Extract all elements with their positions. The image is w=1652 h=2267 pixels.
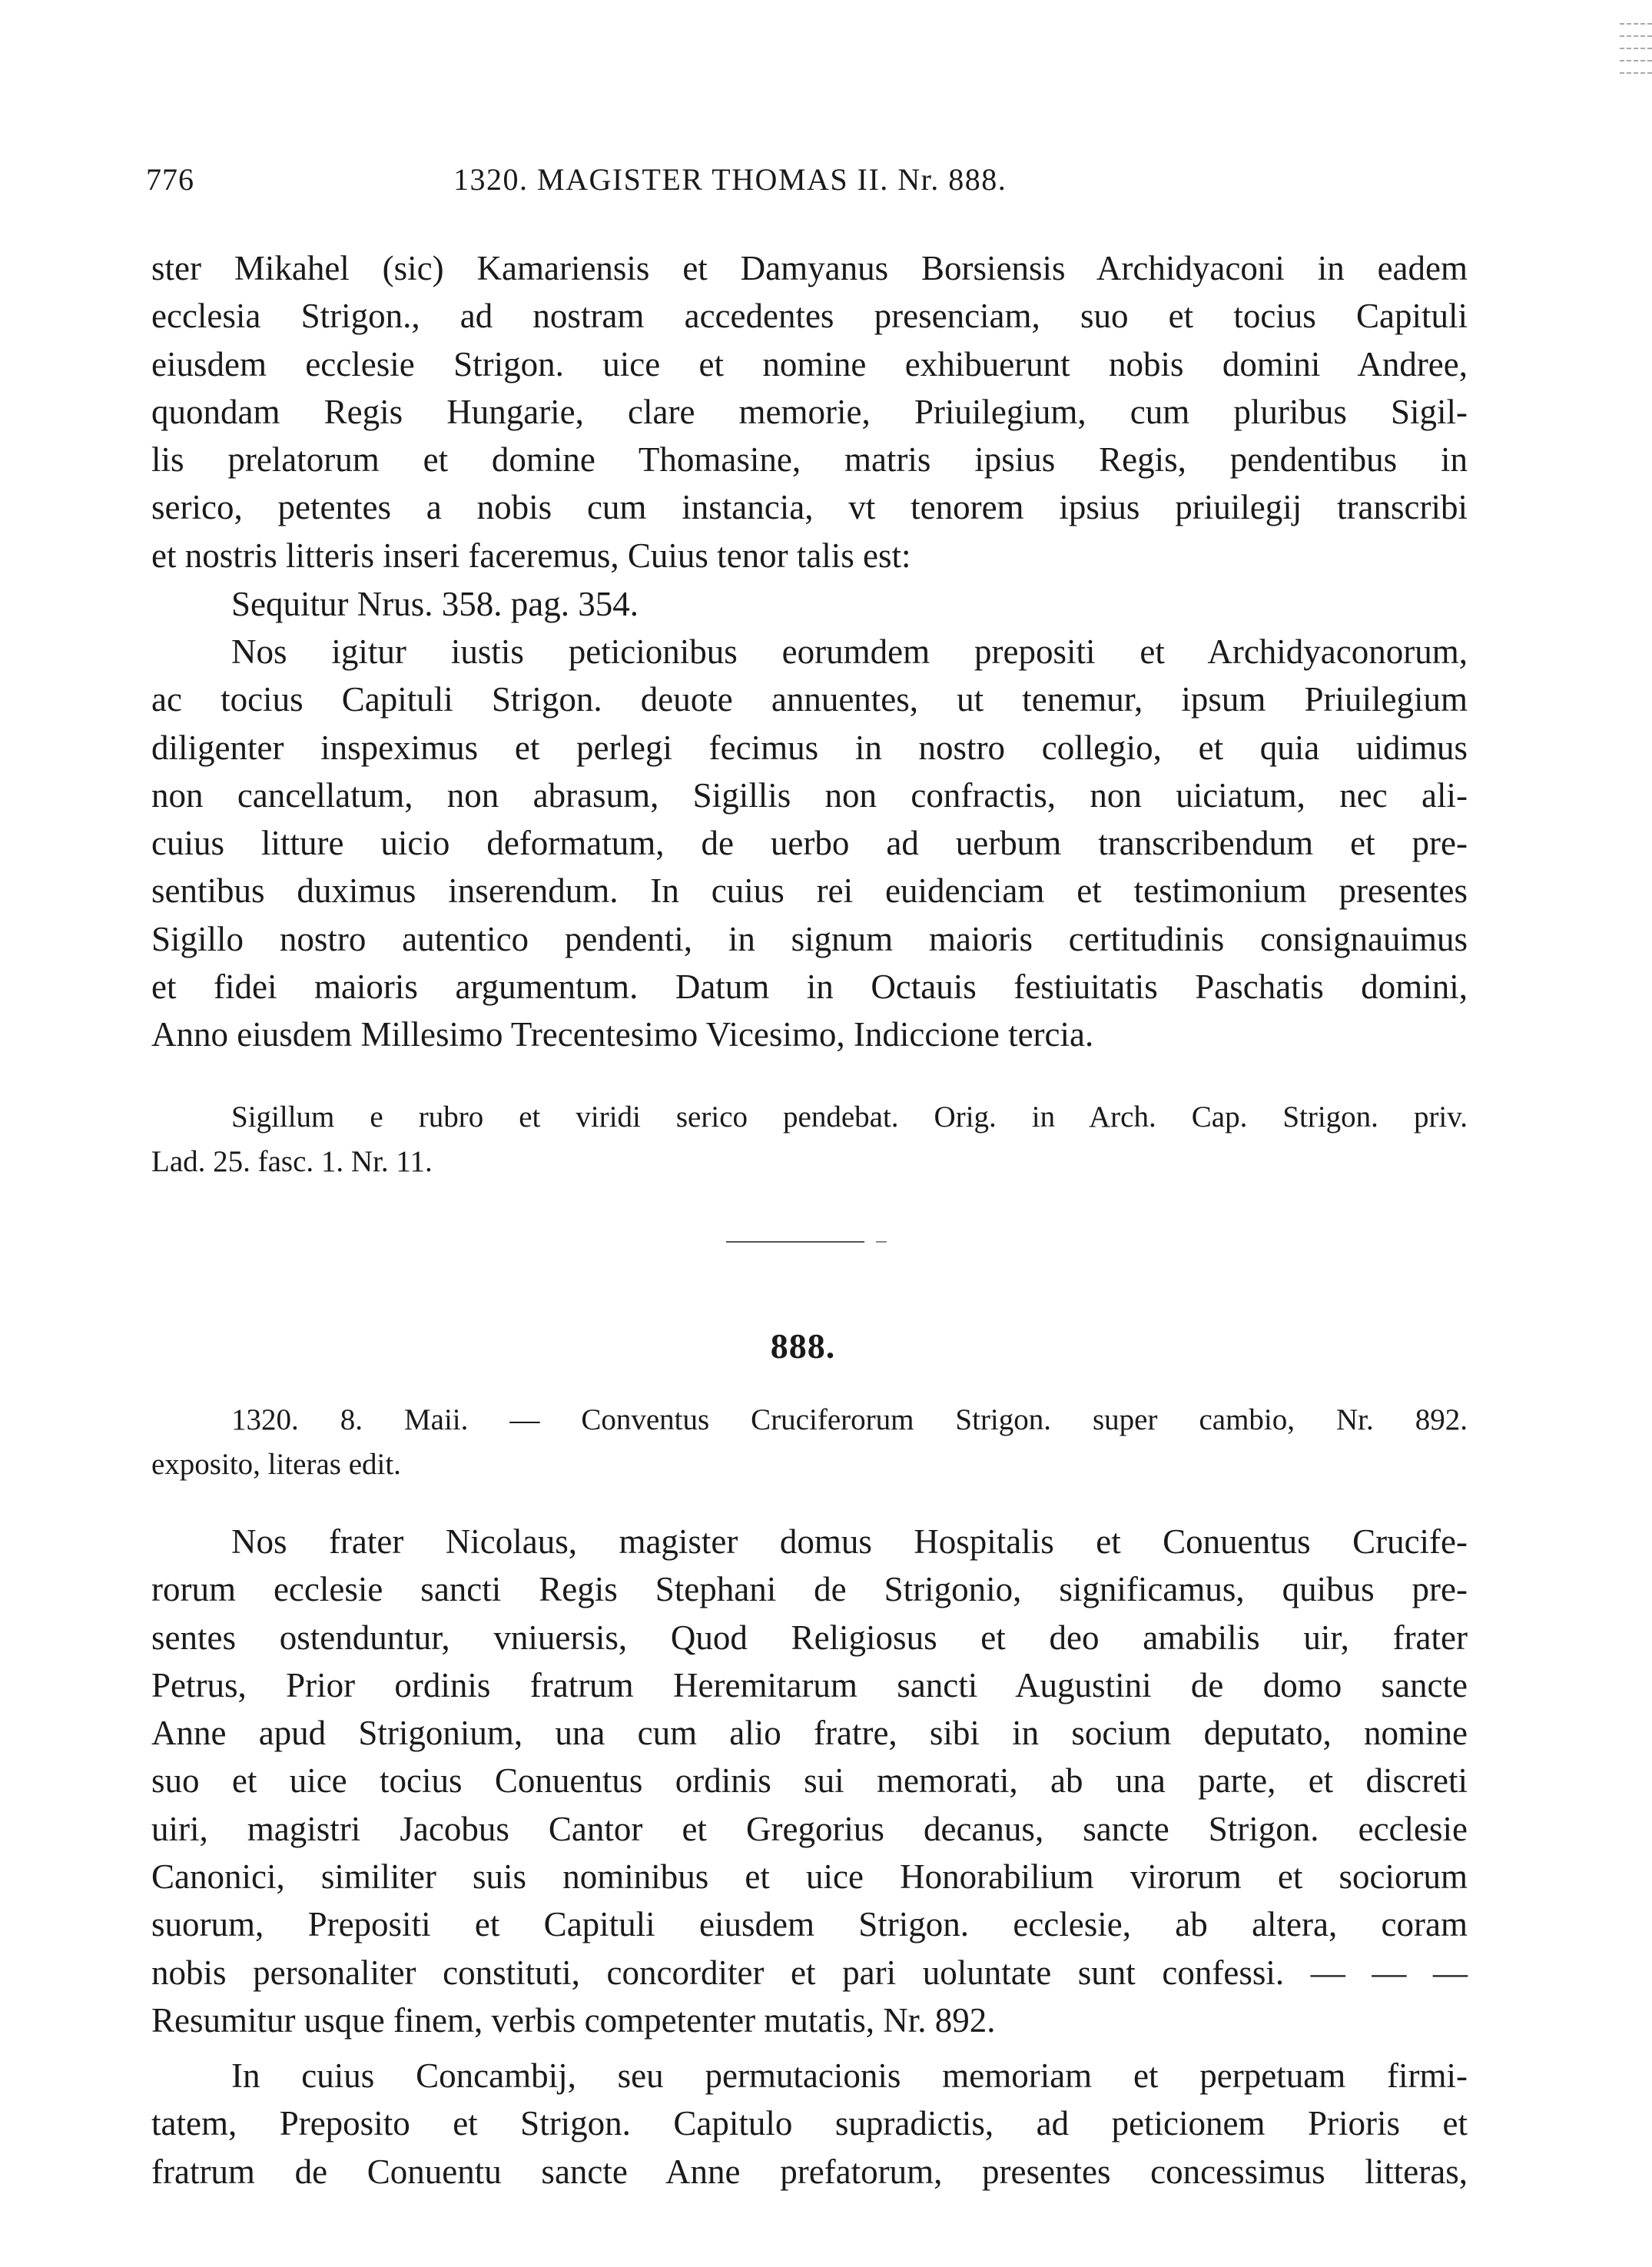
cross-reference: Sequitur Nrus. 358. pag. 354. — [231, 585, 639, 623]
text-line: serico, petentes a nobis cum instancia, vt tenorem ipsius priuilegij transcribi — [151, 488, 1468, 527]
text-line: eiusdem ecclesie Strigon. uice et nomine exhibuerunt nobis domini Andree, — [151, 344, 1468, 383]
text-line: Nos igitur iustis peticionibus eorumdem prepositi et Archidyaconorum, — [231, 632, 1468, 671]
running-head — [146, 161, 1498, 207]
text-line: Petrus, Prior ordinis fratrum Heremitarum sancti Augustini de domo sancte — [151, 1665, 1468, 1704]
text-line: lis prelatorum et domine Thomasine, matris ipsius Regis, pendentibus in — [151, 440, 1468, 480]
text-line: tatem, Preposito et Strigon. Capitulo supradictis, ad peticionem Prioris et — [151, 2104, 1468, 2143]
text-line: et fidei maioris argumentum. Datum in Octauis festiuitatis Paschatis domini, — [151, 968, 1468, 1007]
continuation-paragraph-2 — [151, 628, 1468, 1059]
text-line: Resumitur usque finem, verbis competenter mutatis, Nr. 892. — [151, 2000, 996, 2040]
text-line: Canonici, similiter suis nominibus et uice Honorabilium virorum et sociorum — [151, 1857, 1468, 1897]
text-line: Anno eiusdem Millesimo Trecentesimo Vicesimo, Indiccione tercia. — [151, 1015, 1094, 1054]
summary-line: exposito, literas edit. — [151, 1448, 401, 1481]
text-line: et nostris litteris inseri faceremus, Cuius tenor talis est: — [151, 536, 911, 575]
text-line: suorum, Prepositi et Capituli eiusdem Strigon. ecclesie, ab altera, coram — [151, 1905, 1468, 1944]
text-line: sentibus duximus inserendum. In cuius rei euidenciam et testimonium presentes — [151, 871, 1468, 911]
text-line: quondam Regis Hungarie, clare memorie, Priuilegium, cum pluribus Sigil- — [151, 392, 1468, 431]
text-line: ecclesia Strigon., ad nostram accedentes presenciam, suo et tocius Capituli — [151, 297, 1468, 336]
text-line: suo et uice tocius Conuentus ordinis sui memorati, ab una parte, et discreti — [151, 1761, 1468, 1801]
text-line: nobis personaliter constituti, concorditer et pari uoluntate sunt confessi. — — — — [151, 1953, 1468, 1992]
archival-note — [151, 1095, 1468, 1184]
text-line: ac tocius Capituli Strigon. deuote annuentes, ut tenemur, ipsum Priuilegium — [151, 680, 1468, 719]
continuation-paragraph — [151, 244, 1468, 579]
note-line: Sigillum e rubro et viridi serico pendebat. Orig. in Arch. Cap. Strigon. priv. — [231, 1100, 1468, 1134]
page-number: 776 — [146, 162, 194, 197]
document-summary — [151, 1398, 1468, 1487]
text-line: cuius litture uicio deformatum, de uerbo ad uerbum transcribendum et pre- — [151, 824, 1468, 863]
document-number: 888. — [770, 1326, 836, 1366]
text-line: diligenter inspeximus et perlegi fecimus in nostro collegio, et quia uidimus — [151, 728, 1468, 767]
document-paragraph-2 — [151, 2052, 1468, 2196]
text-line: Nos frater Nicolaus, magister domus Hospitalis et Conuentus Crucife- — [231, 1522, 1468, 1561]
text-line: fratrum de Conuentu sancte Anne prefatorum, presentes concessimus litteras, — [151, 2152, 1468, 2191]
text-line: sentes ostenduntur, vniuersis, Quod Religiosus et deo amabilis uir, frater — [151, 1618, 1468, 1657]
section-divider — [726, 1241, 864, 1243]
text-line: rorum ecclesie sancti Regis Stephani de Strigonio, significamus, quibus pre- — [151, 1570, 1468, 1609]
text-line: ster Mikahel (sic) Kamariensis et Damyanus Borsiensis Archidyaconi in eadem — [151, 249, 1468, 287]
text-line: Anne apud Strigonium, una cum alio fratre, sibi in socium deputato, nomine — [151, 1714, 1468, 1753]
text-line: Sigillo nostro autentico pendenti, in signum maioris certitudinis consignauimus — [151, 919, 1468, 958]
text-line: uiri, magistri Jacobus Cantor et Gregorius decanus, sancte Strigon. ecclesie — [151, 1809, 1468, 1848]
running-title: 1320. MAGISTER THOMAS II. Nr. 888. — [453, 162, 1007, 197]
text-line: In cuius Concambij, seu permutacionis memoriam et perpetuam firmi- — [231, 2056, 1468, 2095]
document-paragraph-1 — [151, 1518, 1468, 2044]
summary-line: 1320. 8. Maii. — Conventus Cruciferorum Strigon. super cambio, Nr. 892. — [231, 1403, 1468, 1436]
text-line: non cancellatum, non abrasum, Sigillis non confractis, non uiciatum, nec ali- — [151, 775, 1468, 815]
note-line: Lad. 25. fasc. 1. Nr. 11. — [151, 1145, 433, 1178]
section-divider-dash — [876, 1241, 887, 1243]
page-edge-marks — [1620, 23, 1652, 192]
